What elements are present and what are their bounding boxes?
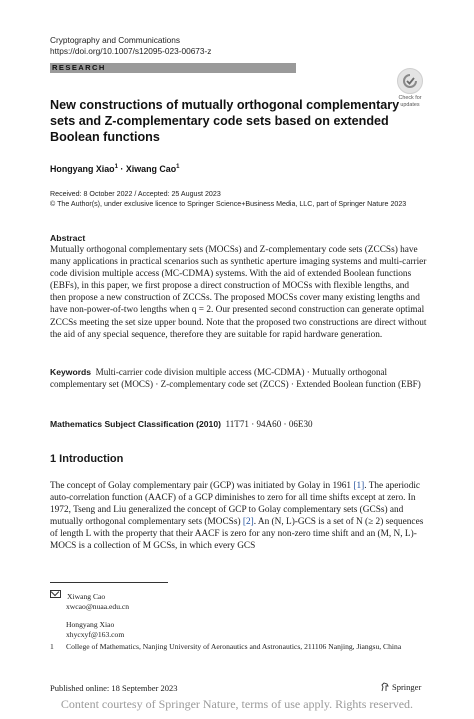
intro-text: . The aperiodic auto-correlation function (AACF) of a GCP diminishes to zero for all time shifts except at zero. In 1972, Tseng and Liu generalized the concept of GCP to Golay complementary sets (GCSs) and mutually orthogonal complementary sets (MOCSs): [50, 481, 421, 528]
author-name[interactable]: Xiwang Cao: [125, 164, 177, 174]
keywords-text: Multi-carrier code division multiple access (MC-CDMA) · Mutually orthogonal complementary set (MOCS) · Z-complementary code set (ZCCS) · Extended Boolean function (EBF): [50, 367, 421, 390]
received-accepted: Received: 8 October 2022 / Accepted: 25 August 2023: [50, 190, 221, 198]
section-label: RESEARCH: [52, 63, 106, 72]
affiliation-text: College of Mathematics, Nanjing University of Aeronautics and Astronautics, 211106 Nanjing, Jiangsu, China: [66, 642, 402, 651]
coauthor-email[interactable]: xhycxyf@163.com: [66, 630, 125, 639]
corresponding-name: Xiwang Cao: [67, 592, 106, 601]
msc-classification: [50, 418, 427, 430]
intro-text: . An (N, L)-GCS is a set of N (≥ 2) sequences of length L with the property that their AACF is zero for any non-zero time shift and an (M, N, L)-MOCS is a collection of M GCSs, in which every GCS: [50, 517, 424, 552]
msc-codes: 11T71 · 94A60 · 06E30: [225, 419, 313, 429]
doi-link[interactable]: https://doi.org/10.1007/s12095-023-00673-z: [50, 46, 212, 56]
introduction-paragraph: [50, 480, 427, 553]
copyright-notice: © The Author(s), under exclusive licence to Springer Science+Business Media, LLC, part of Springer Nature 2023: [50, 200, 407, 208]
publisher-logo: [380, 682, 421, 692]
affiliation-footnote: [50, 642, 427, 652]
check-updates-line2: updates: [400, 102, 420, 108]
article-history: [50, 189, 406, 209]
keywords-label: Keywords: [50, 367, 92, 377]
msc-label: Mathematics Subject Classification (2010): [50, 419, 221, 429]
check-updates-icon: [397, 68, 423, 94]
envelope-icon: [50, 590, 61, 598]
author-name[interactable]: Hongyang Xiao: [50, 164, 115, 174]
courtesy-notice: Content courtesy of Springer Nature, terms of use apply. Rights reserved.: [60, 697, 414, 711]
citation-link[interactable]: [2]: [242, 517, 254, 528]
paper-title: New constructions of mutually orthogonal complementary sets and Z-complementary code sets based on extended Boolean functions: [50, 98, 400, 144]
abstract-heading: Abstract: [50, 233, 86, 243]
author-list: [50, 164, 180, 174]
citation-link[interactable]: [1]: [353, 481, 365, 491]
coauthor-name: Hongyang Xiao: [66, 620, 115, 629]
author-separator: ·: [117, 164, 126, 174]
publisher-name: Springer: [392, 682, 422, 692]
check-updates-line1: Check for: [398, 95, 422, 101]
springer-horse-icon: [380, 682, 390, 692]
section-heading-introduction: 1 Introduction: [50, 453, 124, 465]
affiliation-number: 1: [50, 642, 54, 651]
intro-text: The concept of Golay complementary pair (GCP) was initiated by Golay in 1961: [50, 481, 354, 491]
keywords: [50, 366, 427, 390]
published-date: Published online: 18 September 2023: [50, 683, 178, 693]
corresponding-email[interactable]: xwcao@nuaa.edu.cn: [66, 602, 130, 611]
affiliation-marker: 1: [176, 164, 180, 171]
abstract-text: Mutually orthogonal complementary sets (MOCSs) and Z-complementary code sets (ZCCSs) have many applications in practical scenarios such as synthetic aperture imaging systems and multi-carrier code division multiple access (MC-CDMA) systems. With the aid of extended Boolean functions (EBFs), in this paper, we first propose a direct construction of MOCSs with flexible lengths, and then propose a new construction of ZCCSs. The proposed MOCSs cover many existing lengths and have non-power-of-two lengths when q = 2. Our presented second construction can generate optimal ZCCSs meeting the set size upper bound. Note that the proposed two constructions are direct without the aid of any special sequence, therefore they are suitable for rapid hardware generation.: [50, 245, 427, 340]
affiliation-marker: 1: [114, 164, 118, 171]
journal-header: [50, 35, 211, 57]
footnote-divider: [50, 582, 168, 583]
journal-name: Cryptography and Communications: [50, 35, 181, 45]
corresponding-author-block: [50, 590, 129, 640]
